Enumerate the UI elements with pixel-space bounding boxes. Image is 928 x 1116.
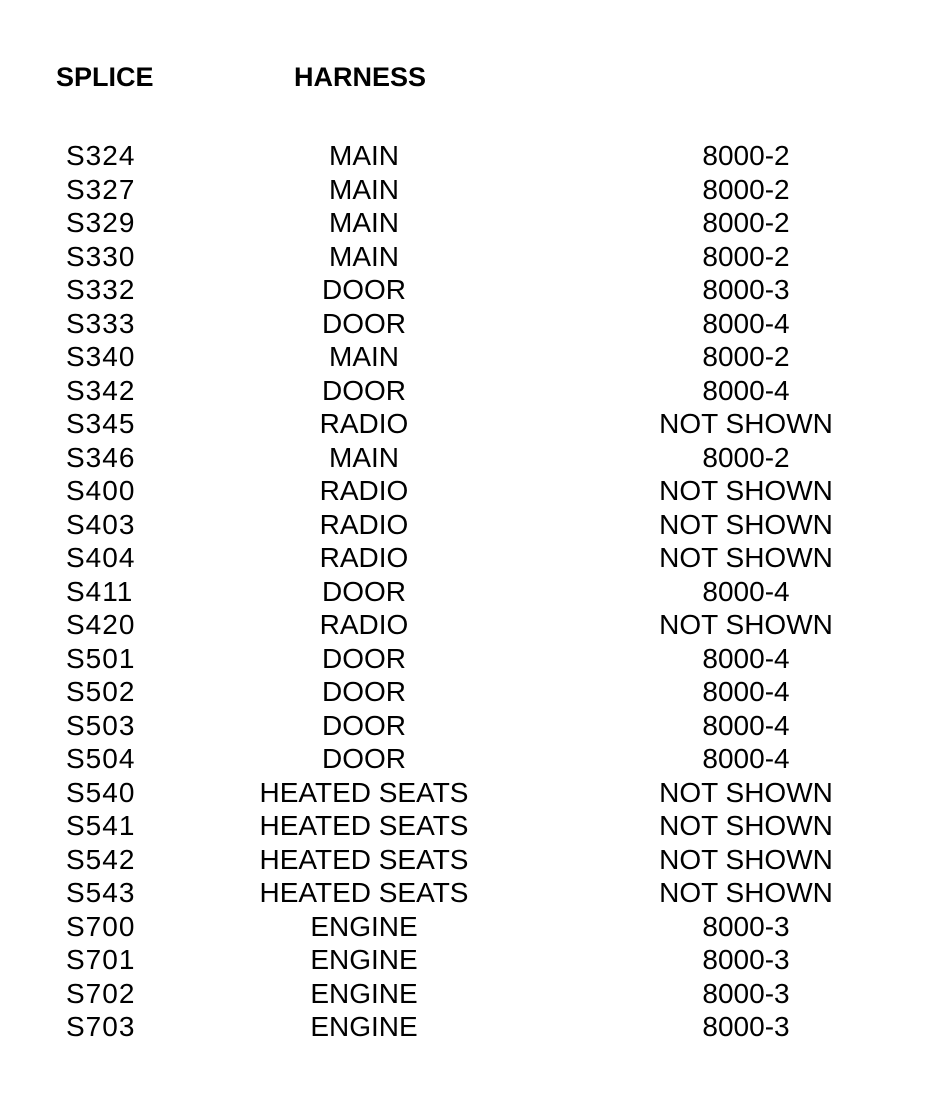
table-row [0, 307, 928, 341]
harness-cell: HEATED SEATS [259, 776, 469, 808]
splice-cell: S345 [66, 408, 136, 439]
location-cell: 8000-3 [702, 1011, 790, 1042]
location-cell: 8000-3 [702, 910, 790, 942]
table-row [0, 910, 928, 944]
harness-cell: MAIN [329, 341, 399, 372]
table-row [0, 943, 928, 977]
location-cell: 8000-4 [702, 374, 790, 406]
location-cell: 8000-4 [702, 743, 790, 774]
harness-cell: HEATED SEATS [259, 843, 469, 875]
location-cell: NOT SHOWN [659, 542, 833, 573]
harness-cell: DOOR [322, 274, 406, 305]
location-cell: 8000-2 [702, 140, 790, 171]
harness-cell: MAIN [329, 173, 399, 205]
splice-cell: S330 [66, 240, 136, 272]
harness-cell: ENGINE [310, 944, 418, 975]
harness-cell: DOOR [322, 575, 406, 607]
table-row [0, 809, 928, 843]
location-cell: 8000-3 [702, 977, 790, 1009]
table-row [0, 273, 928, 307]
harness-cell: DOOR [322, 374, 406, 406]
splice-cell: S540 [66, 776, 136, 808]
splice-cell: S702 [66, 977, 136, 1009]
harness-cell: MAIN [329, 240, 399, 272]
table-row [0, 977, 928, 1011]
splice-cell: S503 [66, 709, 136, 741]
harness-cell: ENGINE [310, 910, 418, 942]
splice-cell: S703 [66, 1011, 136, 1042]
splice-cell: S327 [66, 173, 136, 205]
table-row [0, 709, 928, 743]
harness-cell: MAIN [329, 441, 399, 473]
table-row [0, 441, 928, 475]
splice-cell: S411 [66, 575, 134, 607]
table-header [0, 62, 928, 98]
location-cell: NOT SHOWN [659, 810, 833, 841]
location-cell: NOT SHOWN [659, 508, 833, 540]
splice-cell: S542 [66, 843, 136, 875]
location-cell: 8000-4 [702, 642, 790, 674]
location-cell: NOT SHOWN [659, 408, 833, 439]
harness-cell: DOOR [322, 307, 406, 339]
splice-cell: S333 [66, 307, 136, 339]
splice-cell: S543 [66, 877, 136, 908]
location-cell: NOT SHOWN [659, 776, 833, 808]
table-row [0, 608, 928, 642]
table-row [0, 508, 928, 542]
table-row [0, 642, 928, 676]
location-cell: 8000-2 [702, 441, 790, 473]
harness-cell: RADIO [319, 508, 409, 540]
splice-cell: S329 [66, 207, 136, 238]
splice-cell: S346 [66, 441, 136, 473]
splice-cell: S701 [66, 944, 136, 975]
table-row [0, 742, 928, 776]
table-row [0, 340, 928, 374]
splice-cell: S541 [66, 810, 136, 841]
harness-cell: MAIN [329, 140, 399, 171]
harness-cell: DOOR [322, 676, 406, 707]
header-splice: SPLICE [56, 62, 154, 92]
splice-cell: S502 [66, 676, 136, 707]
table-row [0, 541, 928, 575]
location-cell: 8000-3 [702, 274, 790, 305]
location-cell: 8000-4 [702, 575, 790, 607]
splice-table [0, 139, 928, 1044]
location-cell: 8000-4 [702, 676, 790, 707]
location-cell: NOT SHOWN [659, 475, 833, 506]
header-harness: HARNESS [294, 62, 427, 92]
table-row [0, 1010, 928, 1044]
table-row [0, 240, 928, 274]
splice-cell: S332 [66, 274, 136, 305]
table-row [0, 173, 928, 207]
harness-cell: RADIO [319, 475, 409, 506]
table-row [0, 675, 928, 709]
harness-cell: DOOR [322, 642, 406, 674]
harness-cell: MAIN [329, 207, 399, 238]
harness-cell: ENGINE [310, 977, 418, 1009]
location-cell: NOT SHOWN [659, 877, 833, 908]
table-row [0, 575, 928, 609]
table-row [0, 407, 928, 441]
harness-cell: HEATED SEATS [259, 810, 469, 841]
splice-cell: S340 [66, 341, 136, 372]
splice-cell: S420 [66, 609, 136, 640]
harness-cell: RADIO [319, 609, 409, 640]
location-cell: NOT SHOWN [659, 843, 833, 875]
harness-cell: RADIO [319, 542, 409, 573]
table-row [0, 206, 928, 240]
harness-cell: DOOR [322, 743, 406, 774]
harness-cell: DOOR [322, 709, 406, 741]
table-row [0, 374, 928, 408]
location-cell: 8000-2 [702, 341, 790, 372]
location-cell: 8000-2 [702, 207, 790, 238]
splice-cell: S324 [66, 140, 136, 171]
location-cell: 8000-2 [702, 173, 790, 205]
table-row [0, 474, 928, 508]
splice-cell: S501 [66, 642, 136, 674]
harness-cell: RADIO [319, 408, 409, 439]
splice-cell: S504 [66, 743, 136, 774]
splice-cell: S403 [66, 508, 136, 540]
table-row [0, 876, 928, 910]
location-cell: 8000-4 [702, 307, 790, 339]
location-cell: 8000-2 [702, 240, 790, 272]
splice-cell: S400 [66, 475, 136, 506]
location-cell: 8000-3 [702, 944, 790, 975]
table-row [0, 139, 928, 173]
location-cell: 8000-4 [702, 709, 790, 741]
table-row [0, 843, 928, 877]
harness-cell: HEATED SEATS [259, 877, 469, 908]
table-row [0, 776, 928, 810]
splice-cell: S700 [66, 910, 136, 942]
location-cell: NOT SHOWN [659, 609, 833, 640]
splice-cell: S342 [66, 374, 136, 406]
harness-cell: ENGINE [310, 1011, 418, 1042]
splice-cell: S404 [66, 542, 136, 573]
